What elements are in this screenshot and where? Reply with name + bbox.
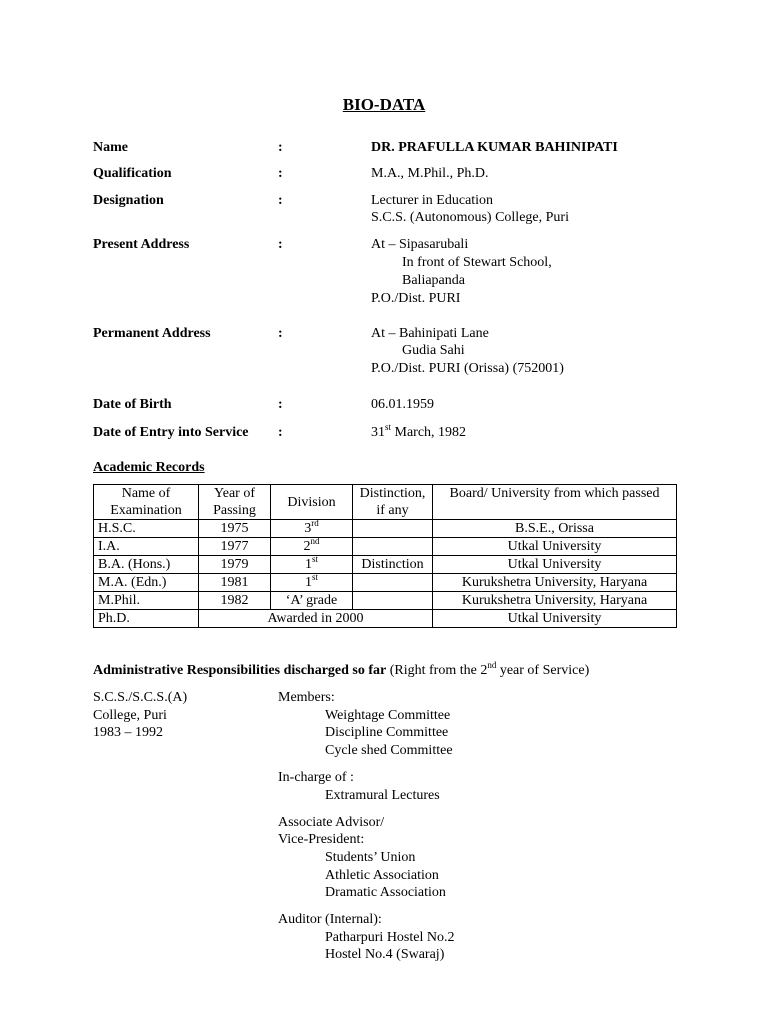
cell-exam: M.Phil. <box>94 592 199 610</box>
header-division: Division <box>271 485 353 520</box>
cell-board: Kurukshetra University, Haryana <box>433 574 677 592</box>
admin-heading-sup: nd <box>487 660 497 670</box>
present-address-line: At – Sipasarubali <box>371 237 469 252</box>
cell-distinction: Distinction <box>353 556 433 574</box>
cell-distinction <box>353 538 433 556</box>
dob-value: 06.01.1959 <box>371 397 434 412</box>
admin-heading-post: year of Service) <box>496 663 590 678</box>
cell-board: B.S.E., Orissa <box>433 520 677 538</box>
institution-line: S.C.S./S.C.S.(A) <box>93 690 188 705</box>
table-row <box>94 592 677 610</box>
permanent-address-line: Gudia Sahi <box>402 343 465 358</box>
cell-distinction <box>353 592 433 610</box>
header-year: Year of Passing <box>199 485 271 520</box>
member-item: Discipline Committee <box>325 725 449 740</box>
cell-year: 1975 <box>199 520 271 538</box>
auditor-label: Auditor (Internal): <box>278 912 382 927</box>
cell-division: 1st <box>271 556 353 574</box>
permanent-address-line: P.O./Dist. PURI (Orissa) (752001) <box>371 361 564 376</box>
designation-colon: : <box>278 193 283 208</box>
institution-line: College, Puri <box>93 708 167 723</box>
doe-colon: : <box>278 425 283 440</box>
qualification-label: Qualification <box>93 166 172 181</box>
page-title: BIO-DATA <box>342 95 426 114</box>
header-distinction: Distinction, if any <box>353 485 433 520</box>
cell-exam: Ph.D. <box>94 610 199 628</box>
table-row <box>94 574 677 592</box>
members-label: Members: <box>278 690 335 705</box>
admin-heading-pre: (Right from the 2 <box>386 663 488 678</box>
table-header-row <box>94 485 677 520</box>
cell-exam: M.A. (Edn.) <box>94 574 199 592</box>
table-row <box>94 538 677 556</box>
table-row <box>94 556 677 574</box>
dob-colon: : <box>278 397 283 412</box>
cell-exam: I.A. <box>94 538 199 556</box>
present-address-line: P.O./Dist. PURI <box>371 291 461 306</box>
academic-records-table <box>93 484 677 628</box>
cell-board: Utkal University <box>433 610 677 628</box>
cell-division: 3rd <box>271 520 353 538</box>
cell-exam: B.A. (Hons.) <box>94 556 199 574</box>
cell-distinction <box>353 520 433 538</box>
cell-year: 1982 <box>199 592 271 610</box>
admin-heading <box>93 662 589 679</box>
advisor-item: Dramatic Association <box>325 885 446 900</box>
cell-year: 1977 <box>199 538 271 556</box>
cell-board: Utkal University <box>433 538 677 556</box>
advisor-label: Vice-President: <box>278 832 365 847</box>
cell-board: Kurukshetra University, Haryana <box>433 592 677 610</box>
doe-month-year: March, 1982 <box>391 425 467 440</box>
name-colon: : <box>278 140 283 155</box>
header-board: Board/ University from which passed <box>433 485 677 520</box>
advisor-label: Associate Advisor/ <box>278 815 385 830</box>
permanent-address-colon: : <box>278 326 283 341</box>
cell-year: 1979 <box>199 556 271 574</box>
present-address-line: Baliapanda <box>402 273 465 288</box>
auditor-item: Hostel No.4 (Swaraj) <box>325 947 445 962</box>
designation-line: S.C.S. (Autonomous) College, Puri <box>371 210 569 225</box>
qualification-colon: : <box>278 166 283 181</box>
advisor-item: Students’ Union <box>325 850 416 865</box>
designation-line: Lecturer in Education <box>371 193 494 208</box>
incharge-label: In-charge of : <box>278 770 354 785</box>
cell-division: ‘A’ grade <box>271 592 353 610</box>
incharge-item: Extramural Lectures <box>325 788 440 803</box>
auditor-item: Patharpuri Hostel No.2 <box>325 930 455 945</box>
member-item: Cycle shed Committee <box>325 743 453 758</box>
admin-heading-bold: Administrative Responsibilities discharged so far <box>93 663 387 678</box>
cell-division: 1st <box>271 574 353 592</box>
qualification-value: M.A., M.Phil., Ph.D. <box>371 166 489 181</box>
table-row <box>94 520 677 538</box>
academic-records-heading: Academic Records <box>93 460 205 475</box>
advisor-item: Athletic Association <box>325 868 439 883</box>
doe-day: 31 <box>371 425 385 440</box>
cell-board: Utkal University <box>433 556 677 574</box>
present-address-colon: : <box>278 237 283 252</box>
present-address-label: Present Address <box>93 237 190 252</box>
present-address-line: In front of Stewart School, <box>402 255 552 270</box>
dob-label: Date of Birth <box>93 397 172 412</box>
name-label: Name <box>93 140 128 155</box>
doe-value <box>371 424 466 441</box>
cell-distinction <box>353 574 433 592</box>
designation-label: Designation <box>93 193 164 208</box>
table-row <box>94 610 677 628</box>
member-item: Weightage Committee <box>325 708 451 723</box>
doe-suffix: st <box>385 422 392 432</box>
name-value: DR. PRAFULLA KUMAR BAHINIPATI <box>371 140 618 155</box>
doe-label: Date of Entry into Service <box>93 425 249 440</box>
cell-year: 1981 <box>199 574 271 592</box>
permanent-address-label: Permanent Address <box>93 326 211 341</box>
cell-awarded: Awarded in 2000 <box>199 610 433 628</box>
institution-line: 1983 – 1992 <box>93 725 163 740</box>
cell-exam: H.S.C. <box>94 520 199 538</box>
header-exam: Name of Examination <box>94 485 199 520</box>
cell-division: 2nd <box>271 538 353 556</box>
permanent-address-line: At – Bahinipati Lane <box>371 326 489 341</box>
